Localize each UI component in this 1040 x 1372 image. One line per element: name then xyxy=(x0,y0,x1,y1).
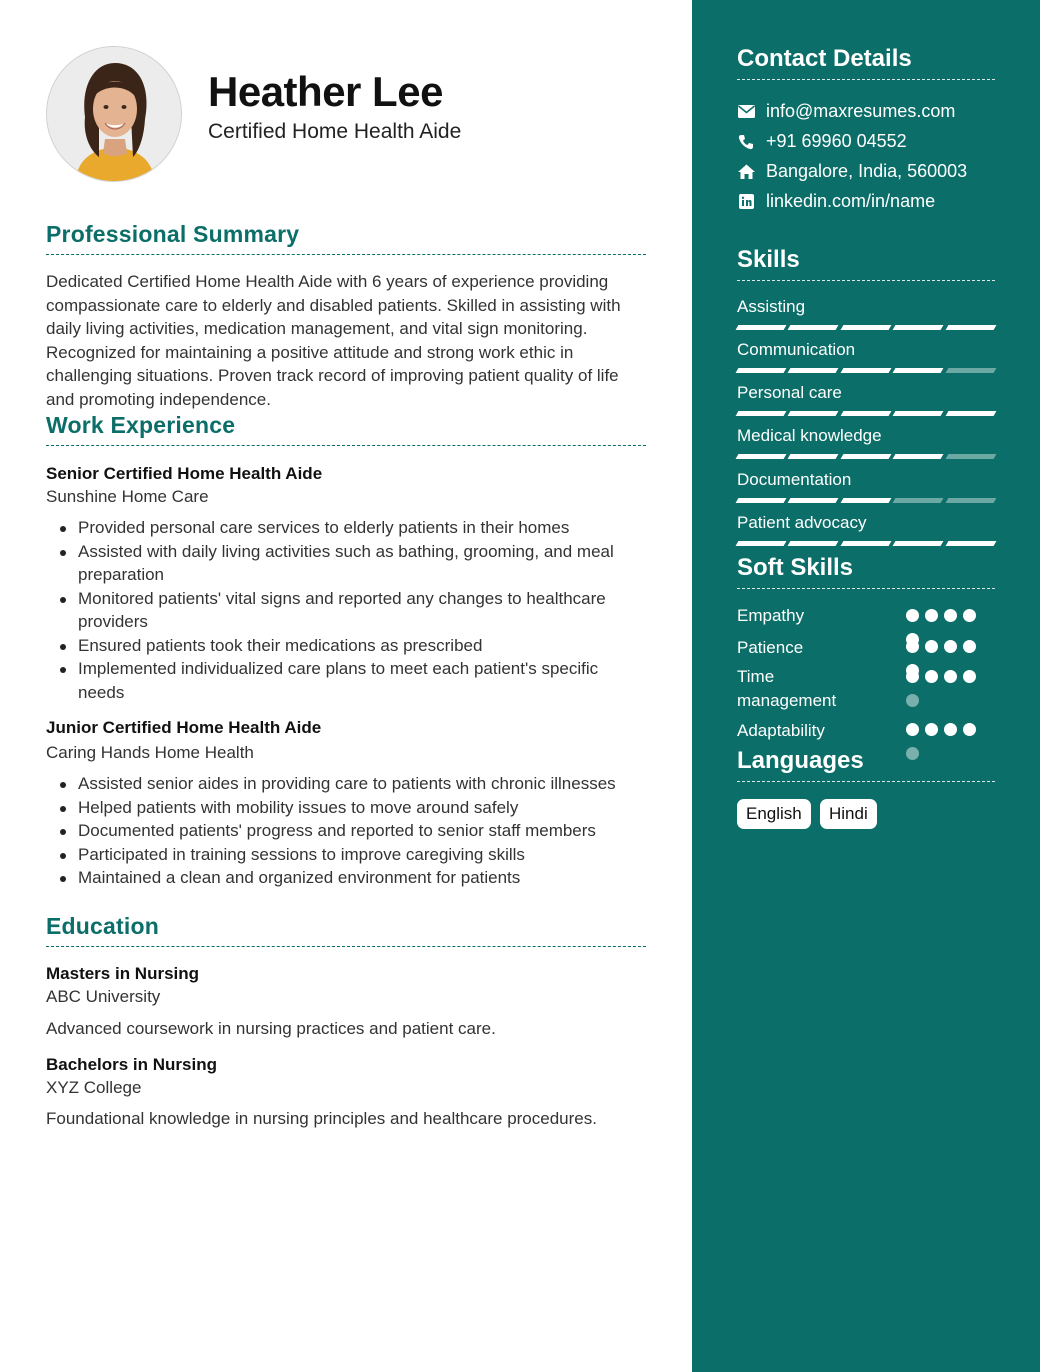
skill-segment-filled xyxy=(840,541,891,546)
skill-segment-filled xyxy=(893,541,944,546)
rating-dot-filled xyxy=(925,609,938,622)
list-item: Implemented individualized care plans to meet each patient's specific needs xyxy=(78,657,648,704)
list-item: Participated in training sessions to improve caregiving skills xyxy=(78,843,648,867)
skill-name: Medical knowledge xyxy=(737,426,882,445)
sidebar xyxy=(692,0,1040,1372)
candidate-name: Heather Lee xyxy=(208,68,443,115)
skill-level-bar xyxy=(737,454,995,460)
skill-name: Communication xyxy=(737,340,856,359)
skill-segment-filled xyxy=(736,454,787,459)
skill-name: Patient advocacy xyxy=(737,513,867,532)
avatar xyxy=(46,46,182,182)
contact-phone-text: +91 69960 04552 xyxy=(766,131,907,151)
skill-segment-empty xyxy=(945,498,996,503)
skill-segment-filled xyxy=(893,325,944,330)
rating-dot-filled xyxy=(944,723,957,736)
contact-address-text: Bangalore, India, 560003 xyxy=(766,161,968,181)
rating-dot-filled xyxy=(906,640,919,653)
home-icon xyxy=(737,163,755,181)
skill-segment-filled xyxy=(736,325,787,330)
candidate-title: Certified Home Health Aide xyxy=(208,120,462,143)
list-item: Assisted senior aides in providing care to patients with chronic illnesses xyxy=(78,772,648,796)
list-item: Assisted with daily living activities such as bathing, grooming, and meal preparation xyxy=(78,540,648,587)
skill-segment-filled xyxy=(788,454,839,459)
skill-name: Assisting xyxy=(737,297,806,316)
summary-heading: Professional Summary xyxy=(46,221,646,255)
skill-segment-filled xyxy=(736,498,787,503)
list-item: Documented patients' progress and reported to senior staff members xyxy=(78,819,648,843)
languages-heading: Languages xyxy=(737,747,995,782)
skill-name: Documentation xyxy=(737,470,852,489)
skill-segment-filled xyxy=(736,368,787,373)
envelope-icon xyxy=(737,103,755,121)
skill-level-bar xyxy=(737,541,995,547)
job-bullets xyxy=(78,772,648,890)
rating-dot-filled xyxy=(963,670,976,683)
contact-linkedin-text: linkedin.com/in/name xyxy=(766,191,936,211)
summary-text: Dedicated Certified Home Health Aide with 6 years of experience providing compassionate care to elderly and disabled patients. Skilled in assisting with daily living activities, medication management, and vital sign monitoring. Recognized for maintaining a positive attitude and strong work ethic in challenging situations. Proven track record of improving patient quality of life and promoting independence. xyxy=(46,272,621,409)
education-heading: Education xyxy=(46,913,646,947)
rating-dot-filled xyxy=(906,609,919,622)
job-company: Sunshine Home Care xyxy=(46,487,209,506)
skill-segment-filled xyxy=(893,368,944,373)
skill-segment-empty xyxy=(945,454,996,459)
skill-segment-filled xyxy=(893,454,944,459)
degree-title: Masters in Nursing xyxy=(46,964,200,983)
soft-skill-rating xyxy=(906,670,986,700)
skill-segment-filled xyxy=(788,368,839,373)
rating-dot-filled xyxy=(906,670,919,683)
skill-segment-filled xyxy=(788,325,839,330)
skill-segment-filled xyxy=(840,325,891,330)
job-title: Junior Certified Home Health Aide xyxy=(46,718,322,737)
soft-skill-name: Empathy xyxy=(737,606,805,625)
degree-description: Foundational knowledge in nursing principles and healthcare procedures. xyxy=(46,1109,597,1128)
experience-heading: Work Experience xyxy=(46,412,646,446)
skill-segment-filled xyxy=(840,368,891,373)
rating-dot-filled xyxy=(963,723,976,736)
soft-skill-name: Patience xyxy=(737,638,804,657)
list-item: Monitored patients' vital signs and reported any changes to healthcare providers xyxy=(78,587,648,634)
contact-heading: Contact Details xyxy=(737,45,995,80)
skill-level-bar xyxy=(737,498,995,504)
list-item: Provided personal care services to elderly patients in their homes xyxy=(78,516,648,540)
skill-segment-filled xyxy=(840,498,891,503)
phone-icon xyxy=(737,133,755,151)
skill-segment-filled xyxy=(788,541,839,546)
skill-segment-empty xyxy=(945,368,996,373)
contact-email-text: info@maxresumes.com xyxy=(766,101,956,121)
avatar-photo xyxy=(47,47,182,182)
list-item: Ensured patients took their medications as prescribed xyxy=(78,634,648,658)
language-tag: English xyxy=(737,799,811,829)
job-bullets xyxy=(78,516,648,704)
skill-segment-filled xyxy=(945,411,996,416)
school-name: XYZ College xyxy=(46,1078,142,1097)
skill-segment-filled xyxy=(788,498,839,503)
skill-segment-filled xyxy=(840,411,891,416)
contact-address xyxy=(737,161,967,182)
job-company: Caring Hands Home Health xyxy=(46,743,254,762)
skill-level-bar xyxy=(737,368,995,374)
skill-segment-filled xyxy=(945,325,996,330)
job-title: Senior Certified Home Health Aide xyxy=(46,464,323,483)
rating-dot-filled xyxy=(944,609,957,622)
resume-header xyxy=(46,46,646,182)
soft-skills-heading: Soft Skills xyxy=(737,554,995,589)
soft-skill-name: Time management xyxy=(737,667,837,710)
rating-dot-filled xyxy=(906,723,919,736)
contact-phone[interactable] xyxy=(737,131,907,152)
rating-dot-filled xyxy=(925,670,938,683)
skill-segment-filled xyxy=(840,454,891,459)
list-item: Maintained a clean and organized environment for patients xyxy=(78,866,648,890)
rating-dot-filled xyxy=(963,609,976,622)
skill-segment-filled xyxy=(893,411,944,416)
rating-dot-empty xyxy=(906,694,919,707)
rating-dot-filled xyxy=(944,640,957,653)
contact-email[interactable] xyxy=(737,101,955,122)
soft-skill-rating xyxy=(906,609,986,639)
language-tag: Hindi xyxy=(820,799,877,829)
skill-segment-filled xyxy=(736,541,787,546)
skill-level-bar xyxy=(737,325,995,331)
degree-title: Bachelors in Nursing xyxy=(46,1055,217,1074)
contact-linkedin[interactable] xyxy=(737,191,935,212)
list-item: Helped patients with mobility issues to move around safely xyxy=(78,796,648,820)
rating-dot-filled xyxy=(925,723,938,736)
soft-skill-name: Adaptability xyxy=(737,721,825,740)
rating-dot-filled xyxy=(963,640,976,653)
skill-name: Personal care xyxy=(737,383,842,402)
skill-segment-filled xyxy=(736,411,787,416)
skill-segment-filled xyxy=(788,411,839,416)
school-name: ABC University xyxy=(46,987,161,1006)
linkedin-icon xyxy=(737,193,755,211)
skill-segment-filled xyxy=(945,541,996,546)
degree-description: Advanced coursework in nursing practices and patient care. xyxy=(46,1019,496,1038)
skill-level-bar xyxy=(737,411,995,417)
rating-dot-filled xyxy=(944,670,957,683)
soft-skill-rating xyxy=(906,640,986,670)
rating-dot-filled xyxy=(925,640,938,653)
skills-heading: Skills xyxy=(737,246,995,281)
skill-segment-empty xyxy=(893,498,944,503)
